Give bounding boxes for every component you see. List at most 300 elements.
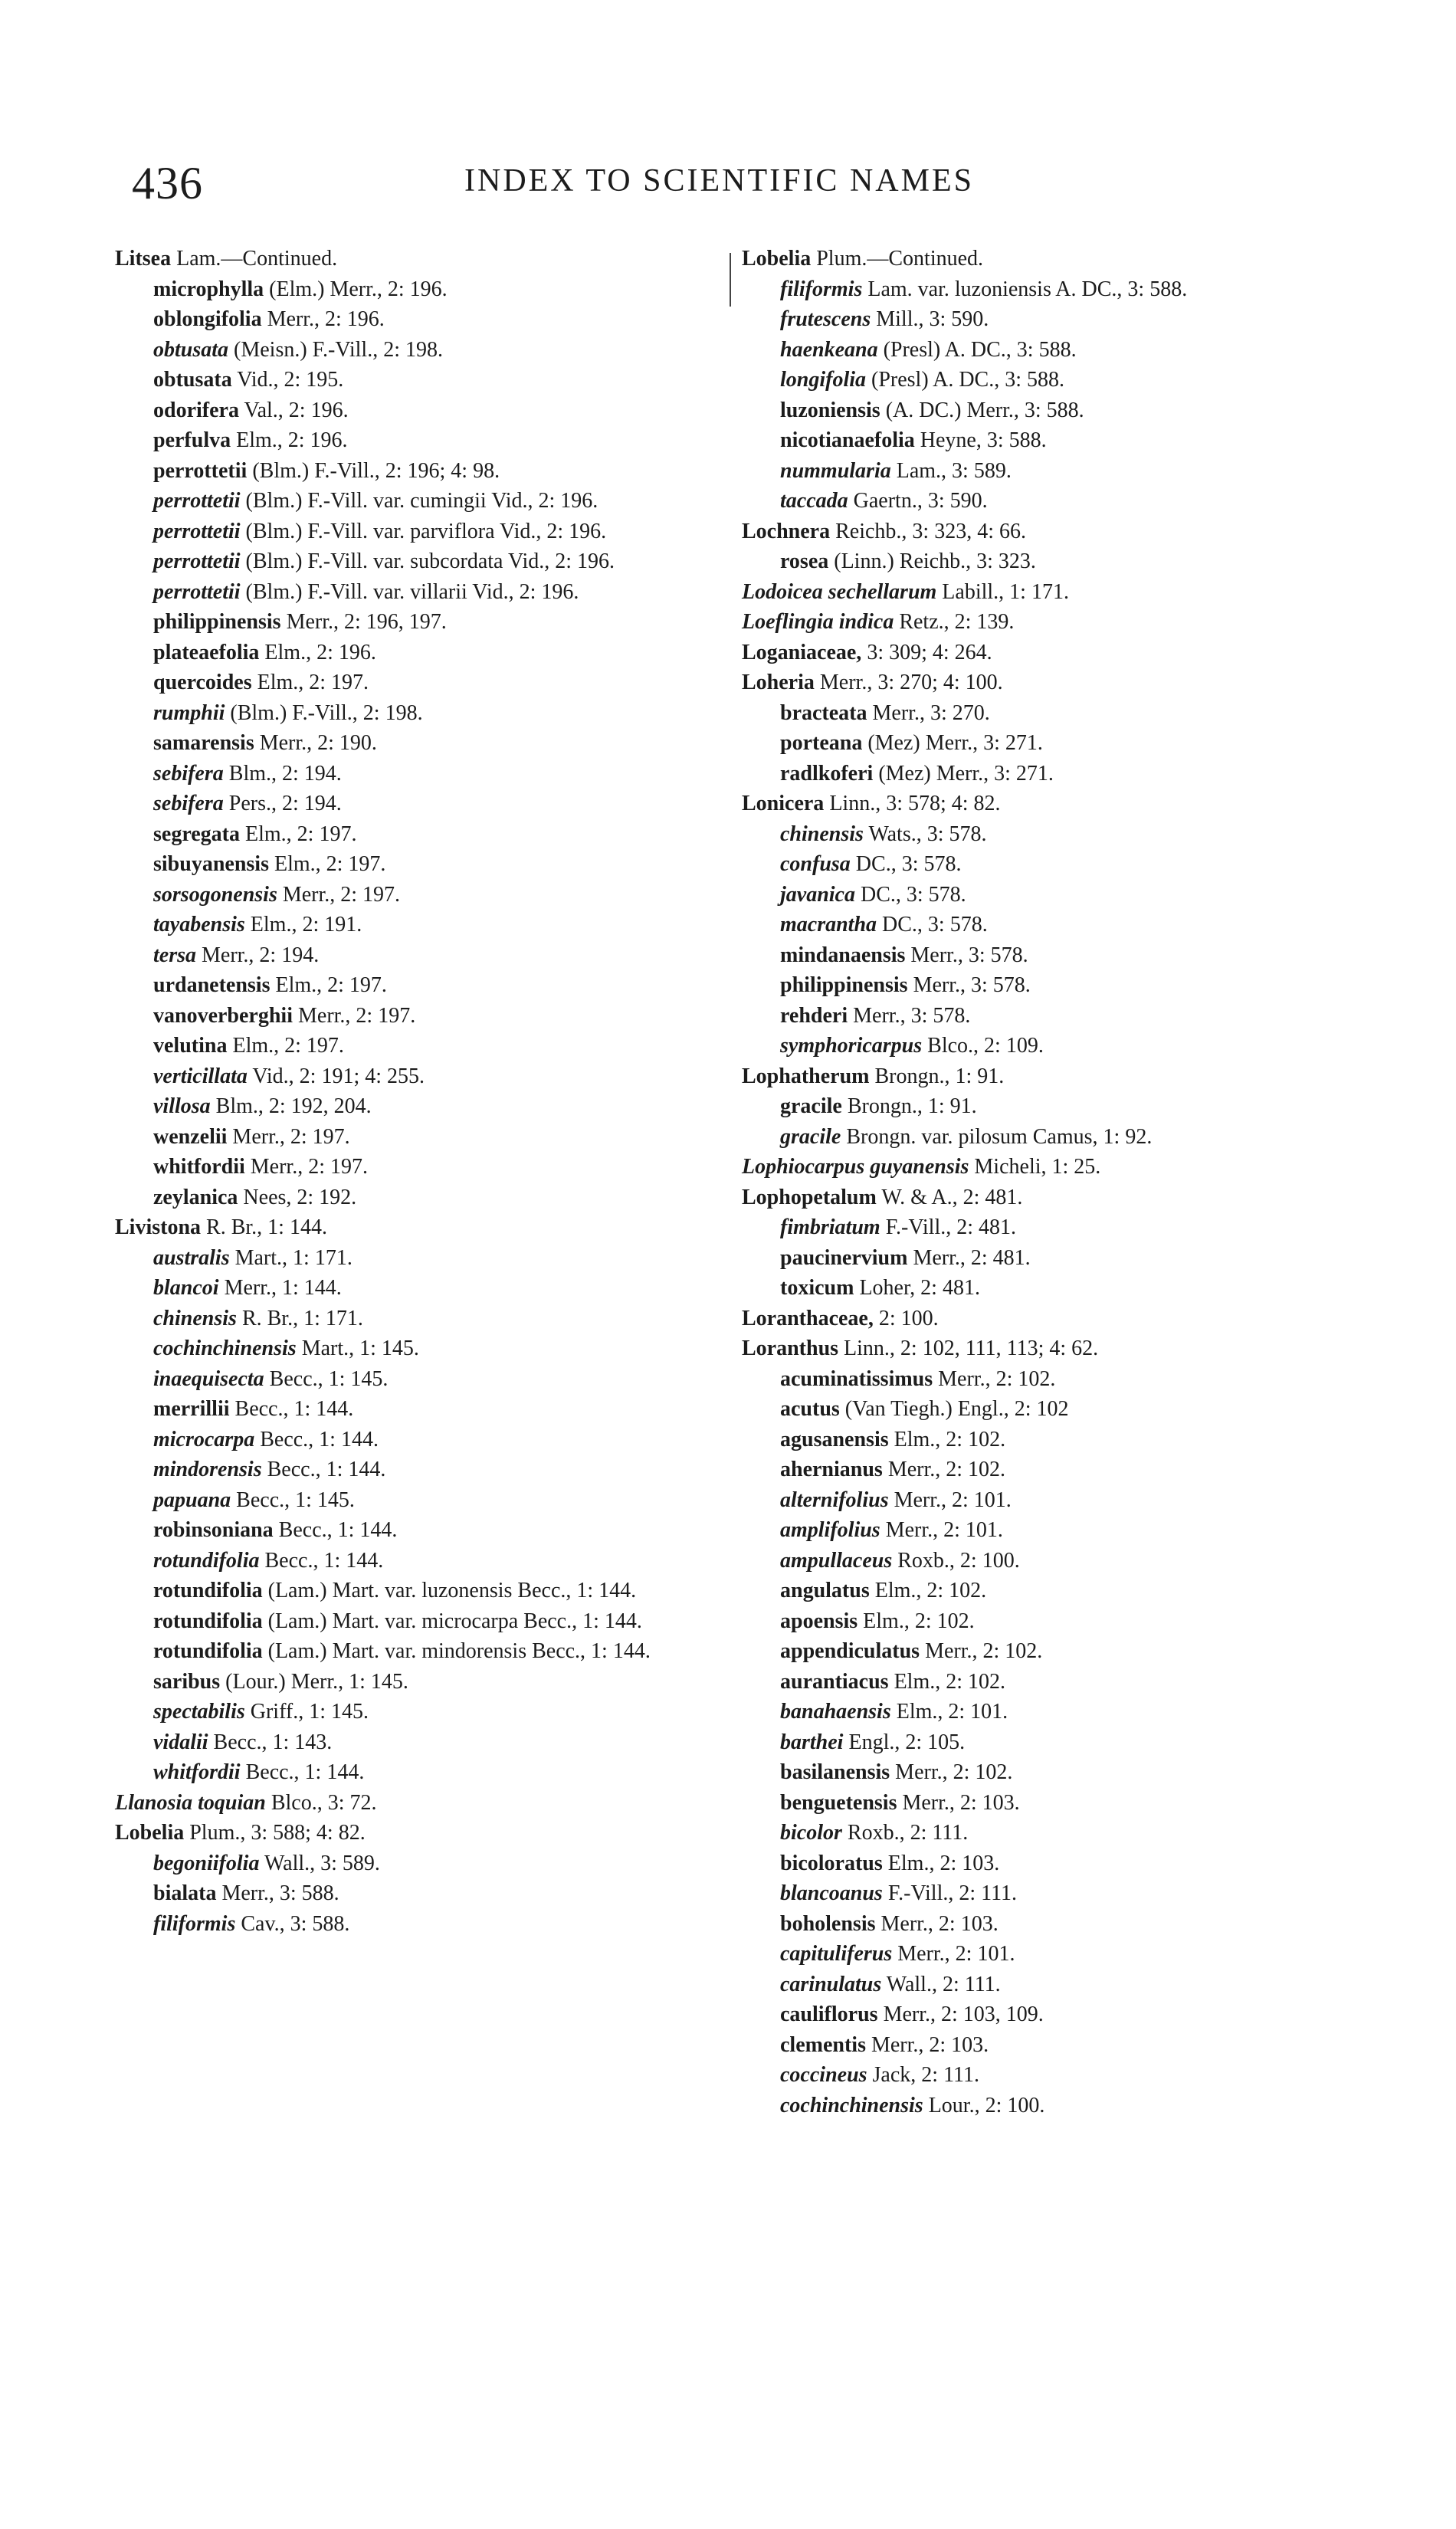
entry-authority-reference: Becc., 1: 144. — [234, 1397, 354, 1421]
entry-authority-reference: Merr., 2: 197. — [250, 1155, 368, 1179]
entry-authority-reference: Elm., 2: 197. — [275, 973, 387, 997]
index-entry-species — [115, 849, 720, 880]
index-entry-species — [115, 668, 720, 698]
index-entry-species — [742, 1091, 1332, 1122]
entry-authority-reference: Merr., 2: 101. — [885, 1518, 1003, 1542]
entry-authority-reference: Becc., 1: 144. — [267, 1458, 386, 1481]
entry-authority-reference: Becc., 1: 144. — [264, 1548, 384, 1573]
entry-authority-reference: Loher, 2: 481. — [859, 1276, 980, 1300]
entry-authority-reference: Elm., 2: 103. — [887, 1851, 1000, 1875]
index-entry-species — [115, 728, 720, 759]
entry-name: rehderi — [780, 1003, 848, 1028]
entry-authority-reference: Elm., 2: 197. — [257, 671, 369, 694]
index-entry-species — [742, 1667, 1332, 1697]
entry-authority-reference: Becc., 1: 143. — [213, 1730, 333, 1754]
entry-authority-reference: Elm., 2: 191. — [250, 913, 362, 936]
entry-authority-reference: R. Br., 1: 144. — [206, 1215, 327, 1239]
entry-name: rotundifolia — [153, 1609, 263, 1633]
entry-authority-reference: Merr., 2: 197. — [232, 1124, 350, 1149]
entry-authority-reference: Wall., 2: 111. — [886, 1972, 1001, 1996]
entry-name: bracteata — [780, 700, 867, 725]
entry-name: paucinervium — [780, 1245, 908, 1270]
index-entry-species — [115, 1001, 720, 1032]
entry-authority-reference: Merr., 3: 578. — [910, 943, 1028, 967]
entry-authority-reference: Merr., 2: 197. — [298, 1003, 416, 1028]
index-entry-species — [742, 1515, 1332, 1546]
entry-name: macrantha — [780, 913, 877, 936]
index-entry-species — [742, 759, 1332, 789]
index-entry-species — [742, 335, 1332, 366]
left-index-column — [115, 244, 720, 1939]
entry-authority-reference: (Blm.) F.-Vill. var. cumingii Vid., 2: 196. — [245, 489, 598, 513]
index-entry-species — [742, 1425, 1332, 1455]
entry-name: perrottetii — [153, 519, 241, 543]
entry-name: Loeflingia indica — [742, 610, 894, 634]
entry-name: Loganiaceae, — [742, 640, 862, 664]
index-entry-genus — [742, 577, 1332, 608]
entry-authority-reference: Merr., 3: 270. — [872, 700, 990, 725]
entry-authority-reference: Gaertn., 3: 590. — [853, 489, 988, 513]
entry-name: haenkeana — [780, 337, 878, 362]
index-entry-species — [115, 970, 720, 1001]
entry-name: Livistona — [115, 1215, 202, 1239]
index-entry-species — [742, 365, 1332, 395]
entry-authority-reference: Griff., 1: 145. — [250, 1700, 369, 1724]
index-entry-species — [115, 1425, 720, 1455]
entry-name: sebifera — [153, 792, 224, 815]
entry-name: toxicum — [780, 1276, 854, 1300]
entry-authority-reference: Brongn., 1: 91. — [847, 1094, 977, 1118]
entry-name: coccineus — [780, 2063, 867, 2087]
index-entry-species — [742, 1939, 1332, 1970]
entry-authority-reference: Mart., 1: 145. — [301, 1337, 419, 1360]
entry-authority-reference: Becc., 1: 145. — [236, 1488, 355, 1512]
index-entry-species — [115, 1333, 720, 1364]
entry-name: banahaensis — [780, 1700, 891, 1724]
index-entry-species — [742, 1909, 1332, 1940]
entry-name: Loranthaceae, — [742, 1306, 874, 1330]
entry-authority-reference: Plum.—Continued. — [816, 247, 984, 271]
index-entry-species — [115, 1546, 720, 1576]
entry-name: papuana — [153, 1488, 231, 1512]
index-entry-species — [115, 940, 720, 971]
entry-name: blancoi — [153, 1276, 219, 1300]
entry-authority-reference: Becc., 1: 144. — [260, 1427, 379, 1451]
index-entry-species — [742, 486, 1332, 517]
index-entry-species — [742, 1727, 1332, 1758]
entry-authority-reference: Merr., 2: 102. — [938, 1366, 1056, 1391]
entry-name: cochinchinensis — [780, 2093, 923, 2117]
entry-name: Llanosia toquian — [115, 1790, 266, 1815]
entry-name: apoensis — [780, 1609, 858, 1633]
entry-name: radlkoferi — [780, 761, 874, 786]
entry-name: filiformis — [153, 1911, 236, 1936]
entry-name: Lochnera — [742, 519, 831, 543]
entry-authority-reference: DC., 3: 578. — [882, 913, 988, 936]
entry-authority-reference: Elm., 2: 102. — [863, 1609, 975, 1633]
entry-name: australis — [153, 1245, 230, 1270]
index-entry-species — [115, 486, 720, 517]
entry-name: rotundifolia — [153, 1579, 263, 1602]
entry-name: tayabensis — [153, 913, 245, 936]
entry-name: taccada — [780, 489, 848, 513]
entry-name: chinensis — [153, 1306, 237, 1330]
entry-name: appendiculatus — [780, 1639, 920, 1663]
entry-authority-reference: Engl., 2: 105. — [848, 1730, 966, 1754]
entry-name: sebifera — [153, 761, 224, 786]
index-entry-species — [115, 1031, 720, 1061]
entry-name: plateaefolia — [153, 640, 260, 664]
index-entry-species — [115, 1576, 720, 1606]
index-entry-species — [115, 1273, 720, 1304]
index-entry-species — [742, 1636, 1332, 1667]
entry-authority-reference: R. Br., 1: 171. — [241, 1306, 363, 1330]
index-entry-species — [742, 698, 1332, 729]
entry-name: ahernianus — [780, 1458, 883, 1481]
index-entry-species — [115, 910, 720, 940]
entry-authority-reference: Merr., 3: 578. — [853, 1003, 971, 1028]
index-entry-genus — [742, 517, 1332, 547]
entry-authority-reference: Heyne, 3: 588. — [920, 428, 1047, 452]
entry-authority-reference: Becc., 1: 145. — [269, 1366, 389, 1391]
entry-authority-reference: Blm., 2: 192, 204. — [215, 1094, 372, 1118]
entry-authority-reference: Roxb., 2: 111. — [847, 1821, 969, 1845]
right-index-column — [742, 244, 1332, 2121]
entry-name: cauliflorus — [780, 2003, 878, 2026]
entry-name: mindanaensis — [780, 943, 906, 967]
entry-name: carinulatus — [780, 1972, 882, 1996]
entry-name: obtusata — [153, 337, 229, 362]
entry-authority-reference: Wall., 3: 589. — [264, 1851, 380, 1875]
entry-authority-reference: Jack, 2: 111. — [872, 2063, 979, 2087]
entry-authority-reference: (Linn.) Reichb., 3: 323. — [834, 549, 1036, 573]
index-entry-genus — [115, 1818, 720, 1848]
entry-authority-reference: Merr., 2: 197. — [282, 882, 401, 907]
entry-name: sorsogonensis — [153, 882, 277, 907]
index-entry-genus — [742, 638, 1332, 668]
entry-authority-reference: Mill., 3: 590. — [876, 307, 989, 331]
entry-name: aurantiacus — [780, 1669, 889, 1694]
index-entry-species — [115, 1455, 720, 1485]
index-entry-species — [742, 1999, 1332, 2030]
entry-name: symphoricarpus — [780, 1034, 923, 1058]
entry-name: alternifolius — [780, 1488, 889, 1512]
entry-name: cochinchinensis — [153, 1337, 297, 1360]
index-entry-genus — [115, 1788, 720, 1819]
index-entry-species — [115, 1636, 720, 1667]
index-entry-species — [742, 395, 1332, 426]
entry-name: Loranthus — [742, 1337, 839, 1360]
entry-name: javanica — [780, 882, 855, 907]
index-entry-species — [115, 1515, 720, 1546]
entry-name: sibuyanensis — [153, 852, 269, 876]
entry-authority-reference: Merr., 3: 578. — [913, 973, 1031, 997]
entry-authority-reference: Blm., 2: 194. — [228, 761, 342, 786]
entry-authority-reference: Becc., 1: 144. — [245, 1760, 365, 1784]
entry-name: perrottetii — [153, 489, 241, 513]
entry-name: wenzelii — [153, 1124, 228, 1149]
entry-authority-reference: F.-Vill., 2: 111. — [887, 1881, 1018, 1905]
index-entry-species — [742, 910, 1332, 940]
index-entry-species — [742, 425, 1332, 456]
index-entry-species — [742, 1394, 1332, 1425]
entry-authority-reference: Merr., 1: 144. — [224, 1276, 342, 1300]
index-entry-genus — [742, 668, 1332, 698]
index-entry-species — [742, 1788, 1332, 1819]
entry-name: acuminatissimus — [780, 1366, 933, 1391]
entry-name: capituliferus — [780, 1942, 893, 1966]
entry-authority-reference: Plum., 3: 588; 4: 82. — [189, 1821, 366, 1845]
index-entry-species — [742, 1001, 1332, 1032]
index-entry-genus — [742, 1061, 1332, 1092]
entry-authority-reference: DC., 3: 578. — [861, 882, 966, 907]
index-entry-genus — [742, 607, 1332, 638]
index-entry-species — [742, 456, 1332, 487]
entry-authority-reference: 3: 309; 4: 264. — [867, 640, 992, 664]
entry-name: perrottetii — [153, 579, 241, 604]
entry-name: boholensis — [780, 1911, 876, 1936]
index-entry-species — [115, 395, 720, 426]
entry-authority-reference: (Blm.) F.-Vill. var. parviflora Vid., 2: 196. — [245, 519, 607, 543]
index-entry-species — [115, 1152, 720, 1182]
entry-name: perrottetii — [153, 458, 248, 483]
index-entry-species — [115, 1243, 720, 1274]
entry-authority-reference: (Blm.) F.-Vill. var. villarii Vid., 2: 196. — [245, 579, 579, 604]
entry-name: nummularia — [780, 458, 891, 483]
entry-name: Lophopetalum — [742, 1185, 877, 1209]
index-entry-species — [115, 607, 720, 638]
entry-authority-reference: Elm., 2: 102. — [874, 1579, 987, 1602]
entry-name: fimbriatum — [780, 1215, 880, 1239]
entry-name: longifolia — [780, 368, 867, 392]
entry-name: rumphii — [153, 700, 225, 725]
index-entry-species — [742, 1878, 1332, 1909]
index-entry-species — [742, 819, 1332, 850]
index-entry-genus — [742, 1182, 1332, 1213]
entry-name: rosea — [780, 549, 829, 573]
entry-authority-reference: Merr., 2: 103, 109. — [883, 2003, 1044, 2026]
index-entry-species — [115, 789, 720, 819]
index-entry-species — [115, 698, 720, 729]
entry-name: blancoanus — [780, 1881, 883, 1905]
index-entry-species — [115, 546, 720, 577]
entry-name: Lophatherum — [742, 1064, 870, 1088]
entry-authority-reference: Merr., 2: 103. — [880, 1911, 999, 1936]
entry-name: amplifolius — [780, 1518, 880, 1542]
entry-authority-reference: (Lour.) Merr., 1: 145. — [225, 1669, 408, 1694]
entry-name: samarensis — [153, 731, 254, 755]
entry-name: Lodoicea sechellarum — [742, 579, 937, 604]
index-entry-species — [742, 1757, 1332, 1788]
index-entry-species — [115, 577, 720, 608]
entry-name: villosa — [153, 1094, 211, 1118]
index-entry-species — [742, 1212, 1332, 1243]
index-entry-species — [115, 1394, 720, 1425]
entry-name: bialata — [153, 1881, 217, 1905]
index-entry-species — [115, 819, 720, 850]
entry-authority-reference: Merr., 2: 102. — [895, 1760, 1013, 1784]
index-entry-species — [742, 274, 1332, 305]
index-entry-species — [115, 1606, 720, 1637]
entry-name: nicotianaefolia — [780, 428, 915, 452]
running-head: INDEX TO SCIENTIFIC NAMES — [464, 163, 974, 198]
index-entry-species — [115, 274, 720, 305]
entry-name: segregata — [153, 822, 240, 846]
entry-authority-reference: Elm., 2: 197. — [232, 1034, 344, 1058]
index-entry-species — [742, 1970, 1332, 2000]
index-entry-species — [742, 2060, 1332, 2091]
entry-name: gracile — [780, 1124, 841, 1149]
index-entry-genus — [742, 1152, 1332, 1182]
entry-authority-reference: Merr., 2: 190. — [259, 731, 377, 755]
index-entry-species — [742, 2091, 1332, 2121]
entry-name: perrottetii — [153, 549, 241, 573]
entry-name: whitfordii — [153, 1155, 245, 1179]
entry-name: luzoniensis — [780, 398, 880, 422]
index-entry-species — [742, 940, 1332, 971]
entry-name: porteana — [780, 731, 863, 755]
entry-authority-reference: Merr., 3: 270; 4: 100. — [819, 671, 1003, 694]
index-entry-species — [742, 849, 1332, 880]
entry-name: gracile — [780, 1094, 842, 1118]
entry-authority-reference: (Meisn.) F.-Vill., 2: 198. — [234, 337, 443, 362]
index-entry-genus — [742, 789, 1332, 819]
index-entry-species — [115, 1697, 720, 1727]
index-entry-species — [742, 2030, 1332, 2061]
entry-authority-reference: Elm., 2: 196. — [236, 428, 348, 452]
entry-name: mindorensis — [153, 1458, 262, 1481]
index-entry-species — [115, 304, 720, 335]
index-entry-species — [742, 728, 1332, 759]
entry-authority-reference: Elm., 2: 102. — [894, 1669, 1006, 1694]
entry-name: Lophiocarpus guyanensis — [742, 1155, 969, 1179]
index-entry-species — [742, 1243, 1332, 1274]
index-entry-species — [115, 517, 720, 547]
index-entry-species — [115, 1727, 720, 1758]
index-entry-species — [742, 1697, 1332, 1727]
index-entry-species — [742, 1031, 1332, 1061]
entry-authority-reference: Vid., 2: 191; 4: 255. — [252, 1064, 425, 1088]
index-entry-species — [115, 1848, 720, 1879]
index-entry-species — [115, 638, 720, 668]
index-entry-species — [115, 425, 720, 456]
entry-name: chinensis — [780, 822, 864, 846]
index-entry-species — [742, 1606, 1332, 1637]
entry-authority-reference: (Van Tiegh.) Engl., 2: 102 — [844, 1397, 1069, 1421]
entry-authority-reference: Lam., 3: 589. — [896, 458, 1012, 483]
entry-name: velutina — [153, 1034, 228, 1058]
entry-name: zeylanica — [153, 1185, 238, 1209]
index-entry-species — [742, 546, 1332, 577]
entry-authority-reference: (Lam.) Mart. var. microcarpa Becc., 1: 144. — [267, 1609, 642, 1633]
entry-authority-reference: Brongn. var. pilosum Camus, 1: 92. — [846, 1124, 1153, 1149]
entry-name: Loheria — [742, 671, 815, 694]
entry-name: verticillata — [153, 1064, 248, 1088]
entry-name: rotundifolia — [153, 1548, 260, 1573]
entry-name: Litsea — [115, 247, 172, 271]
entry-name: begoniifolia — [153, 1851, 260, 1875]
entry-authority-reference: Merr., 2: 102. — [925, 1639, 1043, 1663]
entry-authority-reference: Lam.—Continued. — [176, 247, 338, 271]
entry-authority-reference: Blco., 3: 72. — [271, 1790, 377, 1815]
entry-authority-reference: Pers., 2: 194. — [228, 792, 342, 815]
entry-name: bicolor — [780, 1821, 842, 1845]
index-entry-species — [115, 365, 720, 395]
entry-authority-reference: Merr., 2: 481. — [913, 1245, 1031, 1270]
entry-authority-reference: Merr., 2: 101. — [894, 1488, 1012, 1512]
entry-authority-reference: Nees, 2: 192. — [243, 1185, 357, 1209]
entry-name: inaequisecta — [153, 1366, 264, 1391]
entry-authority-reference: Micheli, 1: 25. — [974, 1155, 1101, 1179]
index-entry-species — [742, 304, 1332, 335]
entry-authority-reference: Vid., 2: 195. — [237, 368, 344, 392]
index-entry-species — [115, 1304, 720, 1334]
entry-authority-reference: Merr., 3: 588. — [221, 1881, 339, 1905]
entry-authority-reference: Blco., 2: 109. — [927, 1034, 1044, 1058]
entry-authority-reference: DC., 3: 578. — [855, 852, 962, 876]
entry-name: Lobelia — [742, 247, 812, 271]
index-entry-species — [742, 1273, 1332, 1304]
index-entry-species — [742, 880, 1332, 910]
entry-name: agusanensis — [780, 1427, 889, 1451]
entry-name: odorifera — [153, 398, 239, 422]
entry-authority-reference: (Lam.) Mart. var. mindorensis Becc., 1: 144. — [267, 1639, 651, 1663]
entry-name: barthei — [780, 1730, 844, 1754]
entry-authority-reference: Elm., 2: 102. — [894, 1427, 1006, 1451]
entry-authority-reference: (Blm.) F.-Vill., 2: 198. — [230, 700, 423, 725]
entry-authority-reference: Mart., 1: 171. — [234, 1245, 353, 1270]
index-entry-genus — [115, 1212, 720, 1243]
entry-authority-reference: 2: 100. — [878, 1306, 939, 1330]
entry-authority-reference: Merr., 2: 196, 197. — [286, 610, 447, 634]
entry-name: microcarpa — [153, 1427, 255, 1451]
entry-authority-reference: (Presl) A. DC., 3: 588. — [871, 368, 1065, 392]
index-entry-species — [115, 456, 720, 487]
entry-name: spectabilis — [153, 1700, 245, 1724]
entry-name: robinsoniana — [153, 1518, 274, 1542]
index-entry-species — [115, 1182, 720, 1213]
index-entry-species — [742, 1848, 1332, 1879]
index-entry-species — [742, 970, 1332, 1001]
entry-authority-reference: (Lam.) Mart. var. luzonensis Becc., 1: 144. — [267, 1579, 637, 1602]
entry-authority-reference: Merr., 2: 194. — [202, 943, 320, 967]
index-entry-genus — [742, 244, 1332, 274]
index-entry-species — [115, 335, 720, 366]
entry-name: benguetensis — [780, 1790, 897, 1815]
entry-name: perfulva — [153, 428, 231, 452]
entry-authority-reference: Linn., 2: 102, 111, 113; 4: 62. — [844, 1337, 1099, 1360]
index-entry-species — [742, 1546, 1332, 1576]
index-entry-species — [115, 1061, 720, 1092]
entry-name: filiformis — [780, 277, 863, 301]
index-entry-species — [115, 1122, 720, 1153]
page-number: 436 — [132, 158, 203, 208]
entry-authority-reference: Elm., 2: 197. — [245, 822, 357, 846]
entry-authority-reference: F.-Vill., 2: 481. — [885, 1215, 1017, 1239]
entry-authority-reference: Elm., 2: 197. — [274, 852, 386, 876]
entry-name: vanoverberghii — [153, 1003, 293, 1028]
index-entry-species — [115, 1909, 720, 1940]
entry-authority-reference: Wats., 3: 578. — [868, 822, 987, 846]
entry-name: saribus — [153, 1669, 221, 1694]
entry-name: confusa — [780, 852, 851, 876]
index-entry-species — [115, 759, 720, 789]
index-entry-species — [742, 1455, 1332, 1485]
entry-authority-reference: Merr., 2: 101. — [897, 1942, 1015, 1966]
index-entry-species — [742, 1485, 1332, 1516]
entry-authority-reference: Linn., 3: 578; 4: 82. — [829, 792, 1001, 815]
entry-name: philippinensis — [780, 973, 908, 997]
